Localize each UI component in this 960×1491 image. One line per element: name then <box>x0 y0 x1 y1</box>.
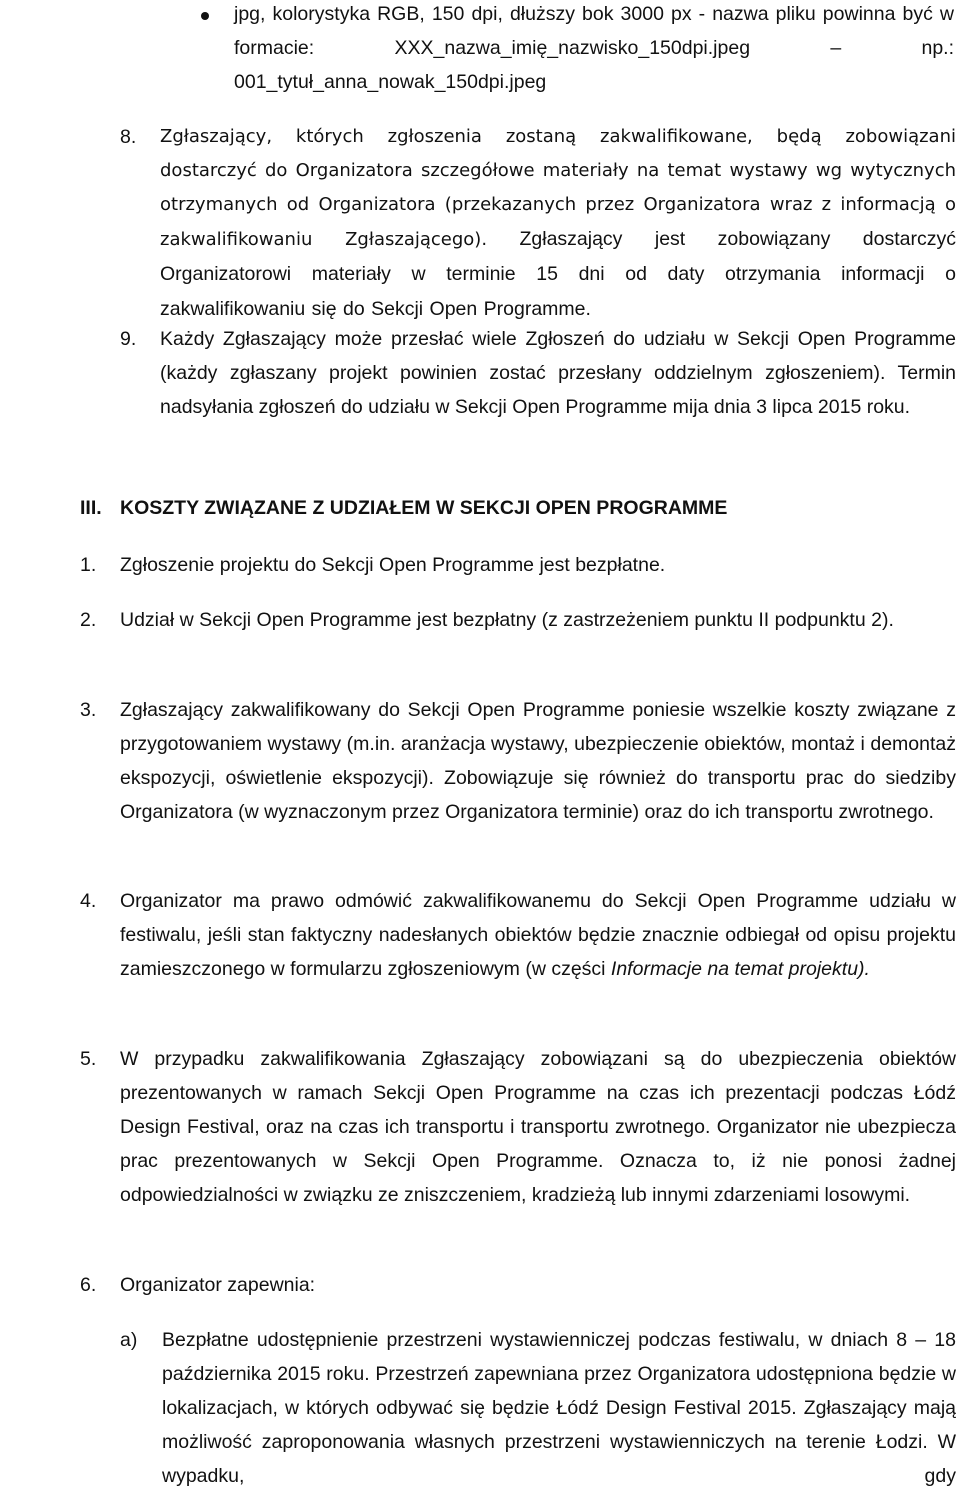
point-6-text: Organizator zapewnia: <box>120 1274 316 1296</box>
bullet-icon <box>201 12 209 20</box>
section-number: III. <box>80 497 102 519</box>
point-5-text: W przypadku zakwalifikowania Zgłaszający zobowiązani są do ubezpieczenia obiektów prezentowanych w ramach Sekcji Open Programme na czas ich prezentacji podczas Łódź Design Festival, oraz na czas ich transportu i transportu zwrotnego. Organizator nie ubezpiecza prac prezentowanych w Sekcji Open Programme. Oznacza to, iż nie ponosi żadnej odpowiedzialności w związku ze zniszczeniem, kradzieżą lub innymi zdarzeniami losowymi. <box>120 1048 956 1206</box>
section-title: KOSZTY ZWIĄZANE Z UDZIAŁEM W SEKCJI OPEN PROGRAMME <box>120 497 728 519</box>
point-4-number: 4. <box>80 890 97 912</box>
item-8-number: 8. <box>120 126 137 148</box>
subpoint-a-letter: a) <box>120 1329 138 1351</box>
point-4-text-italic: Informacje na temat projektu). <box>610 958 870 980</box>
point-1-text: Zgłoszenie projektu do Sekcji Open Programme jest bezpłatne. <box>120 554 666 576</box>
point-2-number: 2. <box>80 609 97 631</box>
item-9-number: 9. <box>120 328 137 350</box>
point-3-number: 3. <box>80 699 97 721</box>
point-2-text: Udział w Sekcji Open Programme jest bezpłatny (z zastrzeżeniem punktu II podpunktu 2). <box>120 609 894 631</box>
item-8-text-a: Zgłaszający, których zgłoszenia zostaną zakwalifikowane, będą zobowiązani dostarczyć do Organizatora szczegółowe materiały na temat wystawy wg wytycznych otrzymanych od Organizatora (przekazanych przez Organizatora wraz z informacją o zakwalifikowaniu Zgłaszającego). <box>160 126 956 250</box>
point-3-text: Zgłaszający zakwalifikowany do Sekcji Open Programme poniesie wszelkie koszty związane z przygotowaniem wystawy (m.in. aranżacja wystawy, ubezpieczenie obiektów, montaż i demontaż ekspozycji, oświetlenie ekspozycji). Zobowiązuje się również do transportu prac do siedziby Organizatora (w wyznaczonym przez Organizatora terminie) oraz do ich transportu zwrotnego. <box>120 699 956 823</box>
item-9-text: Każdy Zgłaszający może przesłać wiele Zgłoszeń do udziału w Sekcji Open Programme (każdy zgłaszany projekt powinien zostać przesłany oddzielnym zgłoszeniem). Termin nadsyłania zgłoszeń do udziału w Sekcji Open Programme mija dnia 3 lipca 2015 roku. <box>160 328 956 418</box>
subpoint-a-text: Bezpłatne udostępnienie przestrzeni wystawienniczej podczas festiwalu, w dniach 8 – 18 października 2015 roku. Przestrzeń zapewniana przez Organizatora udostępniona będzie w lokalizacjach, w których odbywać się będzie Łódź Design Festival 2015. Zgłaszający mają możliwość zaproponowania własnych przestrzeni wystawienniczych na terenie Łodzi. W wypadku, gdy <box>162 1329 956 1487</box>
point-4-text-main: Organizator ma prawo odmówić zakwalifikowanemu do Sekcji Open Programme udziału w festiwalu, jeśli stan faktyczny nadesłanych obiektów będzie znacznie odbiegał od opisu projektu zamieszczonego w formularzu zgłoszeniowym (w części <box>120 890 956 980</box>
point-5-number: 5. <box>80 1048 97 1070</box>
item-8-text <box>160 120 956 327</box>
bullet-item-text: jpg, kolorystyka RGB, 150 dpi, dłuższy bok 3000 px - nazwa pliku powinna być w formacie: XXX_nazwa_imię_nazwisko_150dpi.jpeg – np.: 001_tytuł_anna_nowak_150dpi.jpeg <box>234 3 954 93</box>
item-8-text-b: Zgłaszający jest zobowiązany dostarczyć Organizatorowi materiały w terminie 15 dni od daty otrzymania informacji o zakwalifikowaniu się do Sekcji Open Programme. <box>160 228 956 320</box>
point-4-text <box>120 884 956 986</box>
point-6-number: 6. <box>80 1274 97 1296</box>
point-1-number: 1. <box>80 554 97 576</box>
